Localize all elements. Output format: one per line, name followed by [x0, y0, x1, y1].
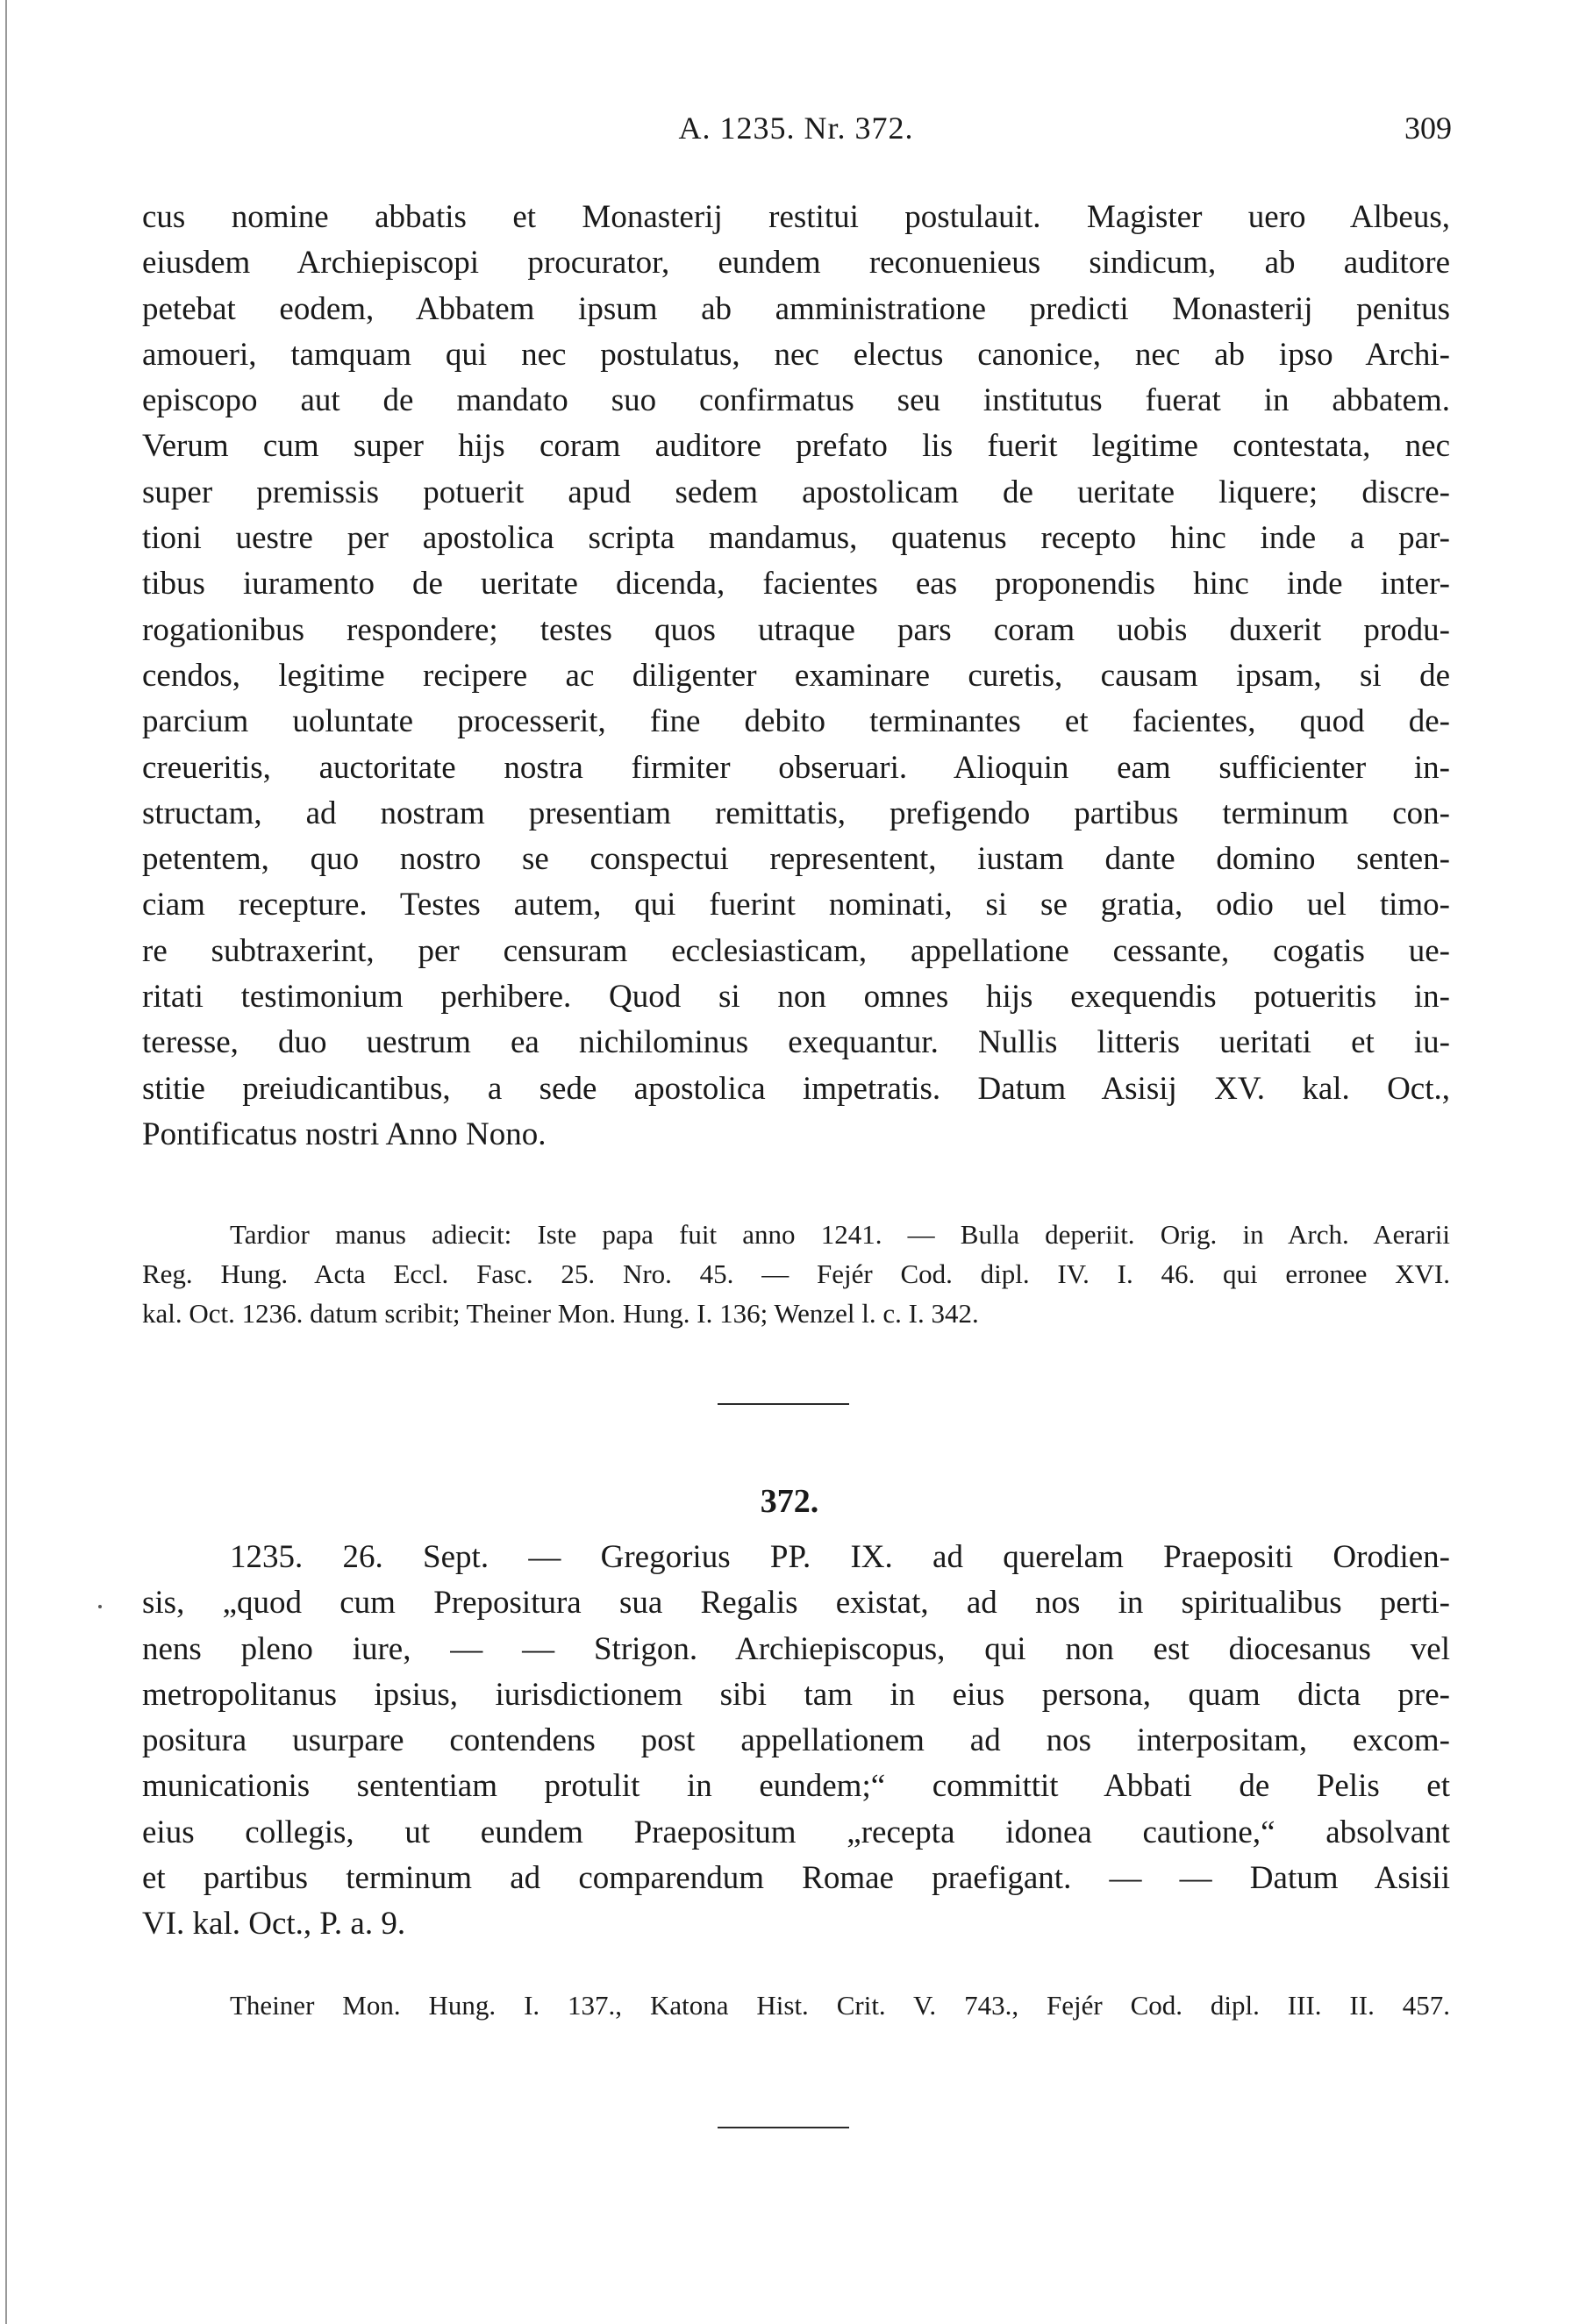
text-line: ritati testimonium perhibere. Quod si non omnes hijs exequendis potueritis in- — [142, 979, 1450, 1016]
regest-text — [142, 1535, 1450, 1948]
text-line: ciam recepture. Testes autem, qui fuerint nominati, si se gratia, odio uel timo- — [142, 887, 1450, 923]
regest-line: nens pleno iure, — — Strigon. Archiepiscopus, qui non est diocesanus vel — [142, 1630, 1450, 1667]
margin-dot — [98, 1605, 102, 1608]
text-line: Verum cum super hijs coram auditore prefato lis fuerit legitime contestata, nec — [142, 428, 1450, 465]
editorial-note — [142, 1215, 1450, 1333]
section-divider — [718, 2127, 849, 2128]
regest-line: positura usurpare contendens post appellationem ad nos interpositam, excom- — [142, 1722, 1450, 1759]
text-line: parcium uoluntate processerit, fine debito terminantes et facientes, quod de- — [142, 703, 1450, 740]
text-line: Pontificatus nostri Anno Nono. — [142, 1116, 547, 1152]
regest-line: metropolitanus ipsius, iurisdictionem sibi tam in eius persona, quam dicta pre- — [142, 1676, 1450, 1713]
running-title: A. 1235. Nr. 372. — [678, 110, 914, 146]
text-line: cendos, legitime recipere ac diligenter examinare curetis, causam ipsam, si de — [142, 657, 1450, 694]
note-line: Tardior manus adiecit: Iste papa fuit anno 1241. — Bulla deperiit. Orig. in Arch. Aerarii — [230, 1219, 1450, 1250]
page-number: 309 — [1404, 110, 1452, 146]
text-line: creueritis, auctoritate nostra firmiter obseruari. Alioquin eam sufficienter in- — [142, 749, 1450, 786]
document-number: 372. — [760, 1483, 819, 1520]
charter-text — [142, 195, 1450, 1158]
text-line: teresse, duo uestrum ea nichilominus exequantur. Nullis litteris ueritati et iu- — [142, 1024, 1450, 1061]
regest-line: sis, „quod cum Prepositura sua Regalis existat, ad nos in spiritualibus perti- — [142, 1585, 1450, 1622]
text-line: re subtraxerint, per censuram ecclesiasticam, appellatione cessante, cogatis ue- — [142, 932, 1450, 969]
text-line: stitie preiudicantibus, a sede apostolica impetratis. Datum Asisij XV. kal. Oct., — [142, 1070, 1450, 1107]
text-line: episcopo aut de mandato suo confirmatus seu institutus fuerat in abbatem. — [142, 382, 1450, 419]
text-line: super premissis potuerit apud sedem apostolicam de ueritate liquere; discre- — [142, 474, 1450, 510]
text-line: petebat eodem, Abbatem ipsum ab amministratione predicti Monasterij penitus — [142, 290, 1450, 327]
text-line: amoueri, tamquam qui nec postulatus, nec electus canonice, nec ab ipso Archi- — [142, 336, 1450, 373]
text-line: rogationibus respondere; testes quos utraque pars coram uobis duxerit produ- — [142, 611, 1450, 648]
note-line: Reg. Hung. Acta Eccl. Fasc. 25. Nro. 45. — Fejér Cod. dipl. IV. I. 46. qui erronee XVI. — [142, 1258, 1450, 1289]
reference-line: Theiner Mon. Hung. I. 137., Katona Hist. Crit. V. 743., Fejér Cod. dipl. III. II. 457. — [230, 1990, 1450, 2021]
regest-line: et partibus terminum ad comparendum Romae praefigant. — — Datum Asisii — [142, 1860, 1450, 1897]
regest-line: eius collegis, ut eundem Praepositum „recepta idonea cautione,“ absolvant — [142, 1814, 1450, 1850]
text-line: structam, ad nostram presentiam remittatis, prefigendo partibus terminum con- — [142, 795, 1450, 831]
section-divider — [718, 1403, 849, 1405]
running-head — [140, 110, 1452, 162]
note-line: kal. Oct. 1236. datum scribit; Theiner Mon. Hung. I. 136; Wenzel l. c. I. 342. — [142, 1298, 979, 1329]
page-edge-rule — [5, 0, 7, 2324]
text-line: tioni uestre per apostolica scripta mandamus, quatenus recepto hinc inde a par- — [142, 520, 1450, 557]
text-line: tibus iuramento de ueritate dicenda, facientes eas proponendis hinc inde inter- — [142, 566, 1450, 602]
text-line: cus nomine abbatis et Monasterij restitui postulauit. Magister uero Albeus, — [142, 199, 1450, 235]
reference-note — [142, 1985, 1450, 2025]
regest-line: VI. kal. Oct., P. a. 9. — [142, 1906, 406, 1943]
text-line: eiusdem Archiepiscopi procurator, eundem reconuenieus sindicum, ab auditore — [142, 245, 1450, 282]
regest-line: 1235. 26. Sept. — Gregorius PP. IX. ad querelam Praepositi Orodien- — [230, 1539, 1450, 1575]
regest-line: municationis sententiam protulit in eundem;“ committit Abbati de Pelis et — [142, 1768, 1450, 1805]
text-line: petentem, quo nostro se conspectui representent, iustam dante domino senten- — [142, 841, 1450, 878]
